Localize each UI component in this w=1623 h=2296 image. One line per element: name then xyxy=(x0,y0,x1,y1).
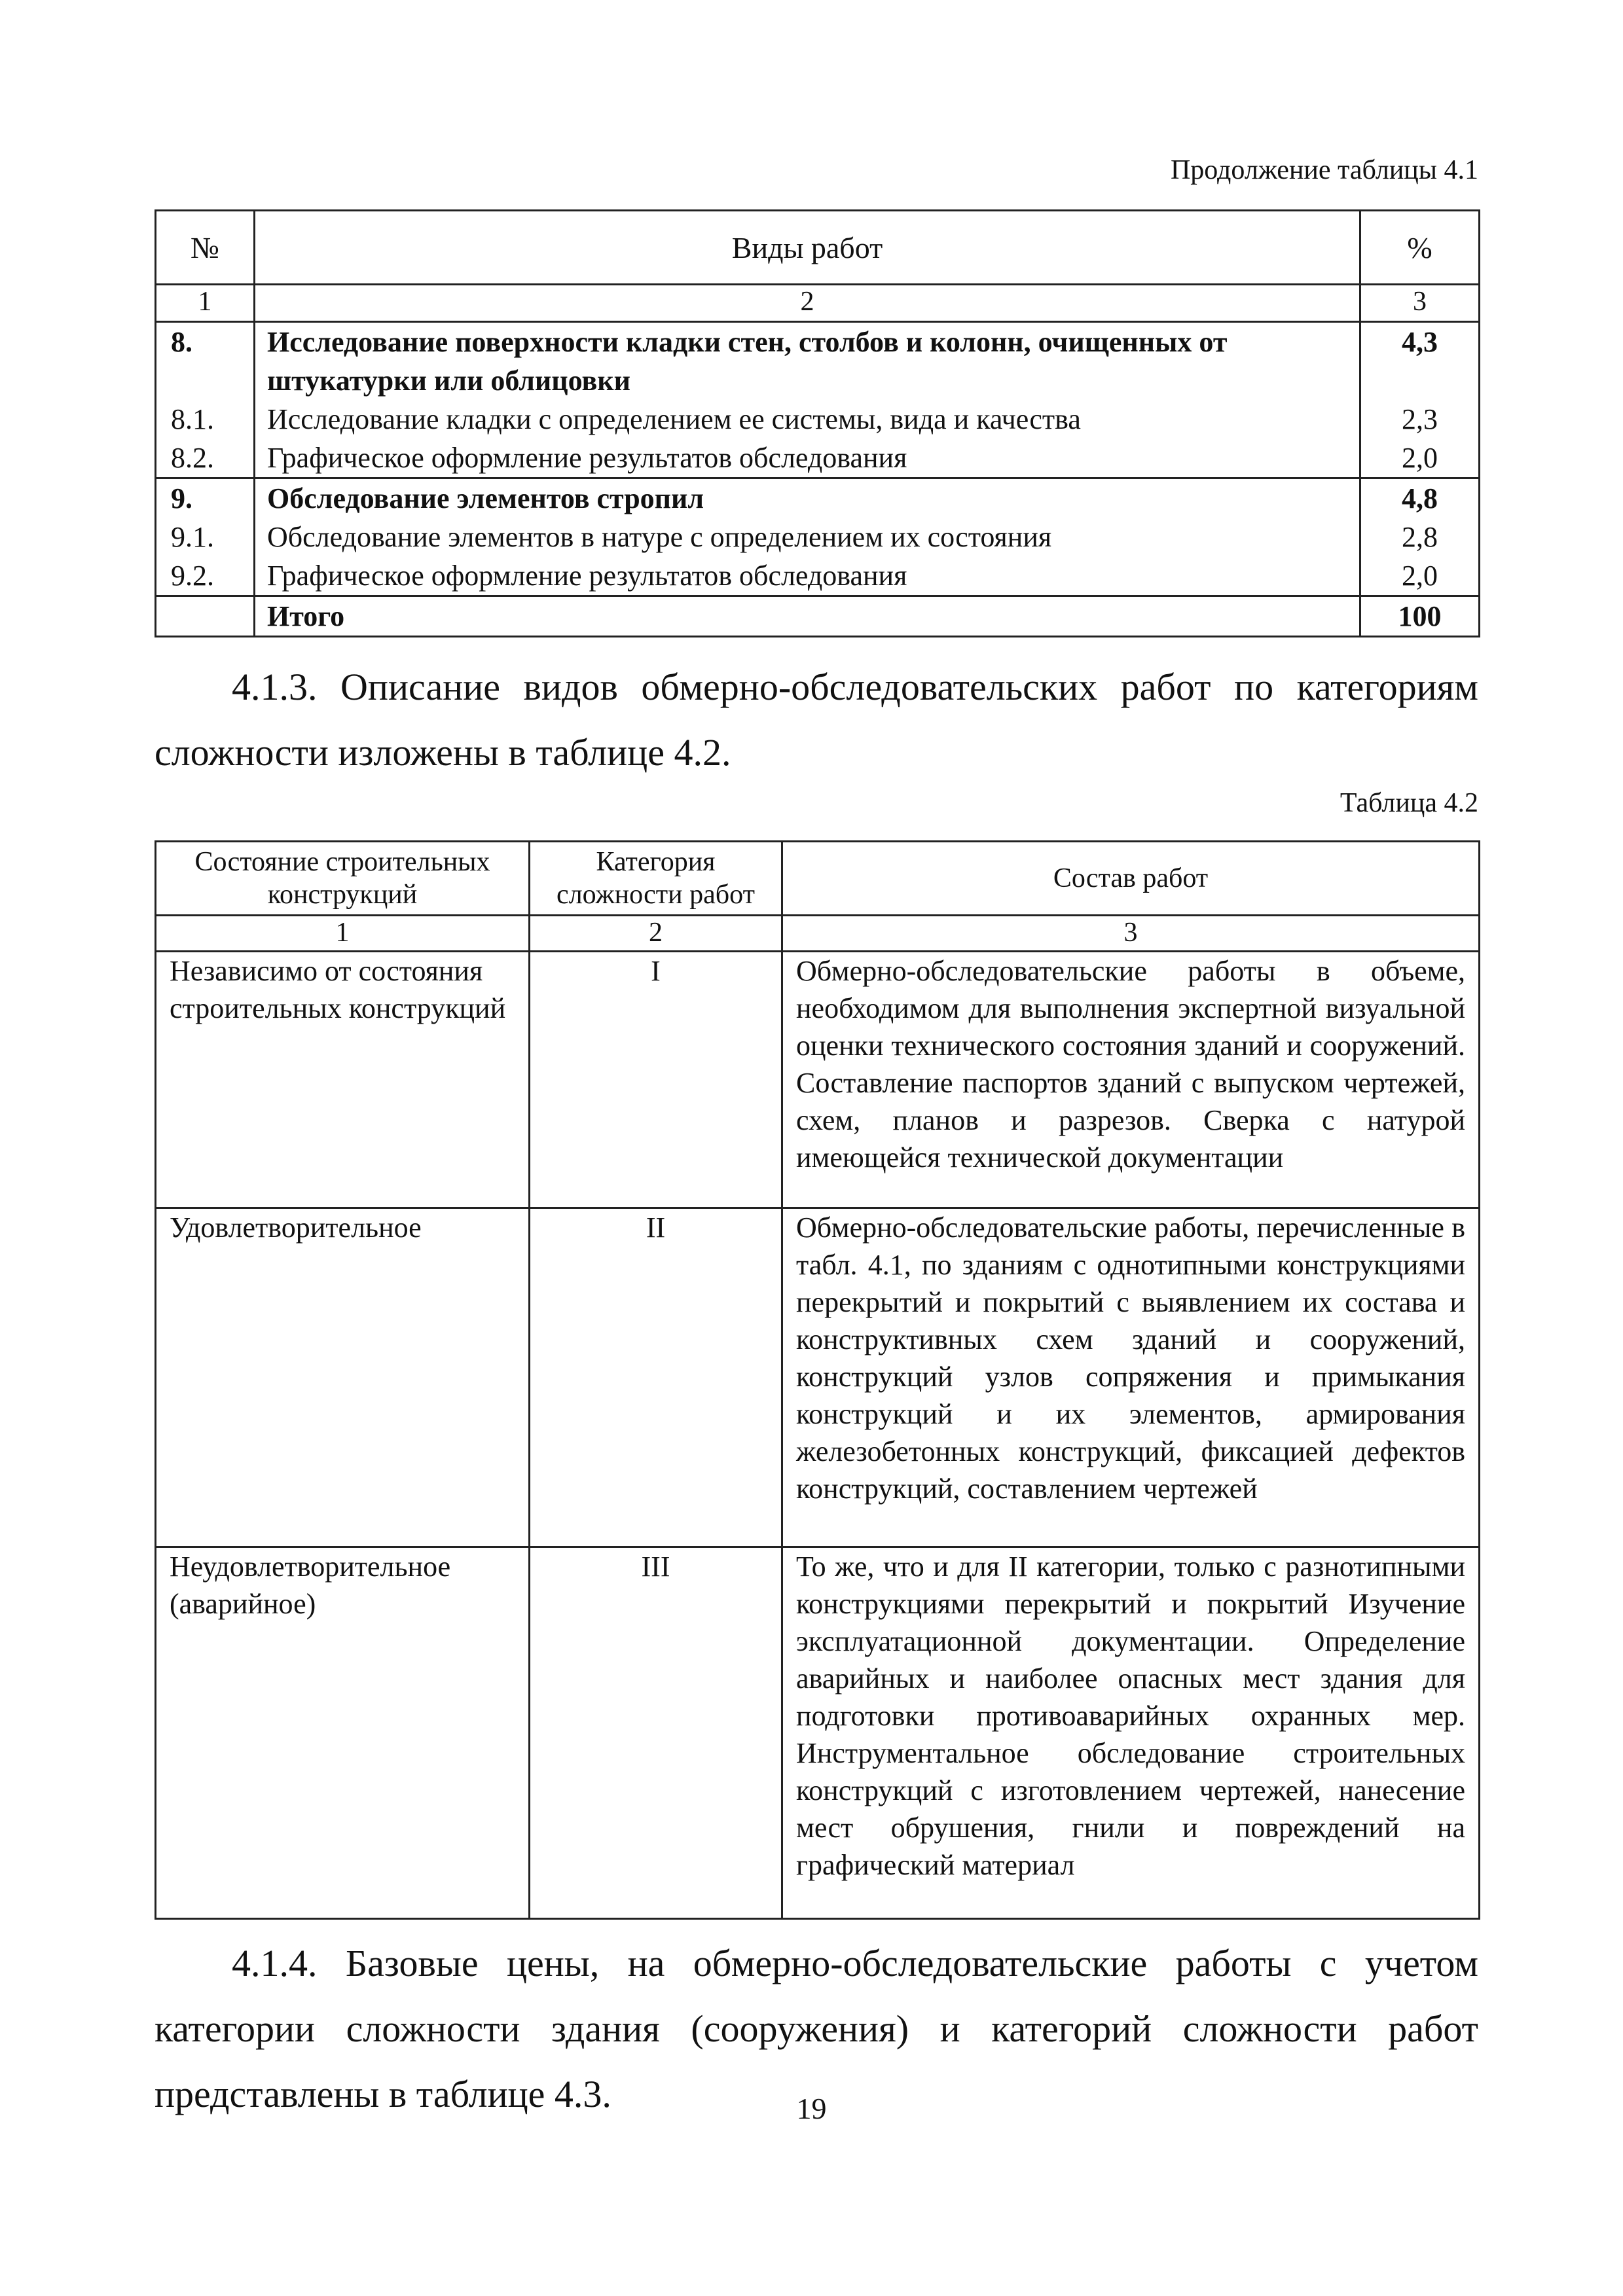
table-row xyxy=(156,952,1480,1208)
row-text: Исследование кладки с определением ее системы, вида и качества xyxy=(255,400,1360,439)
category-cell: II xyxy=(530,1208,782,1547)
header-structure-state: Состояние строительных конструкций xyxy=(156,842,530,916)
column-index-row xyxy=(156,916,1480,952)
page-number: 19 xyxy=(796,2092,827,2125)
header-number: № xyxy=(156,211,255,285)
work-cell: То же, что и для II категории, только с разнотипными конструкциями перекрытий и покрытий Изучение эксплуатационной документации. Определение аварийных и наиболее опасных мест здания для подготовки противоаварийных охранных мер. Инструментальное обследование строительных конструкций с изготовлением чертежей, нанесение мест обрушения, гнили и повреждений на графический материал xyxy=(782,1547,1480,1919)
paragraph-text: 4.1.4. Базовые цены, на обмерно-обследовательские работы с учетом категории сложности здания (сооружения) и категорий сложности работ представлены в таблице 4.3. xyxy=(155,1942,1478,2115)
paragraph-text: 4.1.3. Описание видов обмерно-обследовательских работ по категориям сложности изложены в таблице 4.2. xyxy=(155,666,1478,774)
header-percent: % xyxy=(1360,211,1480,285)
table-row xyxy=(156,478,1480,518)
table-4-2-caption: Таблица 4.2 xyxy=(1340,788,1478,818)
table-4-2 xyxy=(155,840,1480,1920)
column-index: 3 xyxy=(782,916,1480,952)
work-cell: Обмерно-обследовательские работы в объеме, необходимом для выполнения экспертной визуальной оценки технического состояния зданий и сооружений. Составление паспортов зданий с выпуском чертежей, схем, планов и разрезов. Сверка с натурой имеющейся технической документации xyxy=(782,952,1480,1208)
row-text: Графическое оформление результатов обследования xyxy=(255,439,1360,478)
total-label: Итого xyxy=(255,596,1360,637)
column-index: 1 xyxy=(156,916,530,952)
table-header-row xyxy=(156,211,1480,285)
state-cell: Удовлетворительное xyxy=(156,1208,530,1547)
group-value: 4,3 xyxy=(1360,322,1480,401)
state-cell: Независимо от состояния строительных конструкций xyxy=(156,952,530,1208)
row-value: 2,3 xyxy=(1360,400,1480,439)
state-cell: Неудовлетворительное (аварийное) xyxy=(156,1547,530,1919)
header-complexity-category: Категория сложности работ xyxy=(530,842,782,916)
table-4-1 xyxy=(155,209,1480,637)
row-value: 2,8 xyxy=(1360,518,1480,556)
group-title: Исследование поверхности кладки стен, столбов и колонн, очищенных от штукатурки или облицовки xyxy=(255,322,1360,401)
row-value: 2,0 xyxy=(1360,439,1480,478)
table-row xyxy=(156,400,1480,439)
table-row xyxy=(156,1208,1480,1547)
column-index: 2 xyxy=(530,916,782,952)
row-number: 9.1. xyxy=(156,518,255,556)
table-row xyxy=(156,322,1480,401)
row-number: 9. xyxy=(156,478,255,518)
column-index: 1 xyxy=(156,285,255,322)
table-header-row xyxy=(156,842,1480,916)
table-row xyxy=(156,518,1480,556)
column-index: 3 xyxy=(1360,285,1480,322)
column-index-row xyxy=(156,285,1480,322)
work-cell: Обмерно-обследовательские работы, перечисленные в табл. 4.1, по зданиям с однотипными конструкциями перекрытий и покрытий с выявлением их состава и конструктивных схем зданий и сооружений, конструкций узлов сопряжения и примыкания конструкций и их элементов, армирования железобетонных конструкций, фиксацией дефектов конструкций, составлением чертежей xyxy=(782,1208,1480,1547)
category-cell: III xyxy=(530,1547,782,1919)
row-number: 8.1. xyxy=(156,400,255,439)
paragraph-4-1-3 xyxy=(155,655,1478,785)
table-row xyxy=(156,439,1480,478)
row-number: 8. xyxy=(156,322,255,401)
group-value: 4,8 xyxy=(1360,478,1480,518)
table-row xyxy=(156,556,1480,596)
row-text: Графическое оформление результатов обследования xyxy=(255,556,1360,596)
header-work-types: Виды работ xyxy=(255,211,1360,285)
total-number-cell xyxy=(156,596,255,637)
row-number: 9.2. xyxy=(156,556,255,596)
row-value: 2,0 xyxy=(1360,556,1480,596)
table-row xyxy=(156,1547,1480,1919)
total-value: 100 xyxy=(1360,596,1480,637)
header-work-composition: Состав работ xyxy=(782,842,1480,916)
row-number: 8.2. xyxy=(156,439,255,478)
total-row xyxy=(156,596,1480,637)
category-cell: I xyxy=(530,952,782,1208)
row-text: Обследование элементов в натуре с определением их состояния xyxy=(255,518,1360,556)
table-4-1-continuation-caption: Продолжение таблицы 4.1 xyxy=(1170,155,1478,185)
column-index: 2 xyxy=(255,285,1360,322)
group-title: Обследование элементов стропил xyxy=(255,478,1360,518)
